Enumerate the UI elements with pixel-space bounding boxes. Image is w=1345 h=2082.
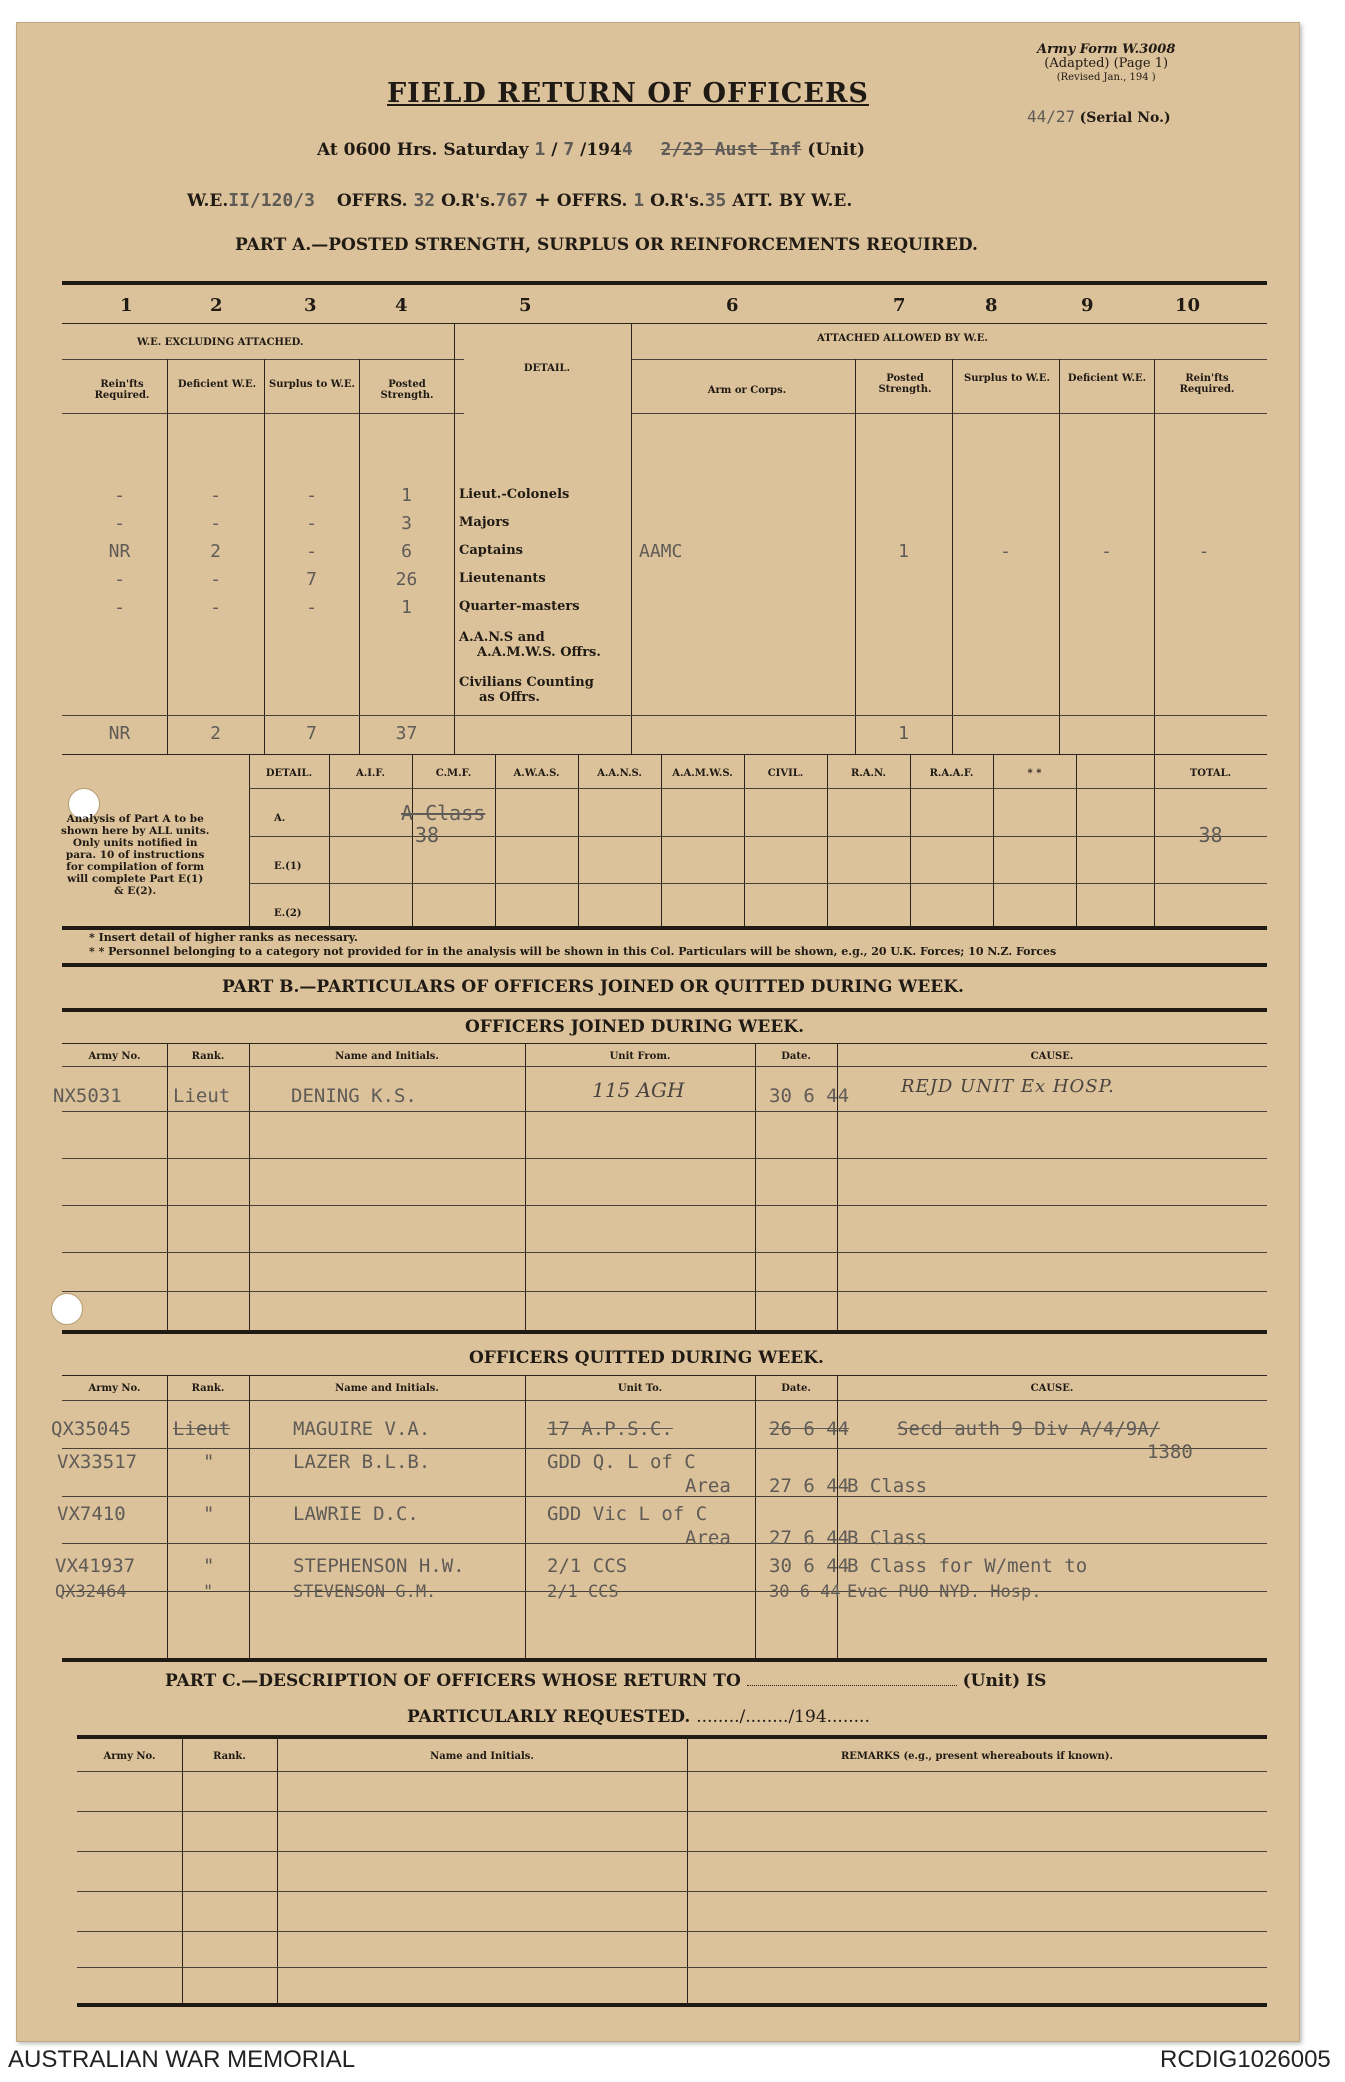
row3-c3: -	[306, 541, 317, 562]
col-number-4: 4	[395, 295, 408, 316]
quitted-row-rule-4	[62, 1591, 1267, 1592]
footnote-2: * * Personnel belonging to a category not provided for in the analysis will be shown in this Col. Particulars will be shown, e.g., 20 U.K. Forces; 10 N.Z. Forces	[89, 945, 1057, 958]
ors-label: O.R's.	[441, 191, 496, 211]
detail-row-4: Lieutenants	[459, 571, 546, 586]
analysis-head-cmf: C.M.F.	[435, 768, 472, 779]
analysis-v10	[1076, 754, 1077, 926]
part-c-date-blank: ......../......../194........	[696, 1707, 870, 1727]
quitted-row3-unit: GDD Vic L of C	[547, 1503, 708, 1525]
row5-c4: 1	[401, 597, 412, 618]
quitted-row5-cause: Evac PUO NYD. Hosp.	[847, 1582, 1042, 1602]
quitted-row5-name: STEVENSON G.M.	[293, 1582, 437, 1602]
row5-c3: -	[306, 597, 317, 618]
part-c-v1	[182, 1735, 183, 2003]
analysis-v7	[827, 754, 828, 926]
head-surplus2: Surplus to W.E.	[964, 373, 1050, 384]
joined-row-rule-1	[62, 1111, 1267, 1112]
analysis-note-line-2: shown here by ALL units.	[61, 825, 210, 837]
vline-a5	[631, 323, 632, 754]
part-c-unit-label: (Unit) IS	[962, 1671, 1047, 1691]
attached-deficient: -	[1101, 541, 1112, 562]
part-c-row-rule-4	[77, 1931, 1267, 1932]
part-c-title-line1	[165, 1671, 1046, 1691]
subhead-rule-right	[631, 413, 1267, 414]
row2-c3: -	[306, 513, 317, 534]
joined-v3	[525, 1043, 526, 1330]
offrs2-label: OFFRS.	[556, 191, 628, 211]
part-a-title: PART A.—POSTED STRENGTH, SURPLUS OR REINFORCEMENTS REQUIRED.	[235, 235, 978, 255]
analysis-head-aamws: A.A.M.W.S.	[672, 768, 733, 779]
quitted-title-rule	[62, 1375, 1267, 1376]
totals-rule	[62, 715, 1267, 716]
analysis-v5	[661, 754, 662, 926]
part-a-colnum-rule	[62, 323, 1267, 324]
joined-row-date: 30 6 44	[769, 1085, 850, 1107]
part-b-title: PART B.—PARTICULARS OF OFFICERS JOINED OR QUITTED DURING WEEK.	[222, 977, 964, 997]
analysis-rule-2	[249, 836, 1267, 837]
offrs2-value: 1	[633, 190, 645, 211]
joined-v4	[755, 1043, 756, 1330]
quitted-row4-rank: "	[203, 1555, 215, 1577]
part-c-title-line2	[407, 1707, 870, 1727]
page-title: FIELD RETURN OF OFFICERS	[387, 78, 869, 109]
quitted-v4	[755, 1375, 756, 1658]
quitted-head-unit: Unit To.	[617, 1383, 663, 1394]
footnote-1: * Insert detail of higher ranks as necessary.	[89, 931, 358, 944]
form-ref-line2: (Adapted) (Page 1)	[1044, 56, 1169, 71]
subhead-rule-left	[62, 413, 464, 414]
quitted-head-name: Name and Initials.	[335, 1383, 439, 1394]
analysis-head-awas: A.W.A.S.	[513, 768, 560, 779]
analysis-head-raaf: R.A.A.F.	[929, 768, 974, 779]
quitted-row3-rank: "	[203, 1503, 215, 1525]
attached-arm: AAMC	[639, 541, 683, 562]
quitted-row2-cause: B Class	[847, 1475, 928, 1497]
form-ref-line1: Army Form W.3008	[1037, 42, 1176, 57]
quitted-head-rank: Rank.	[191, 1383, 225, 1394]
quitted-head-cause: CAUSE.	[1030, 1383, 1074, 1394]
part-c-v3	[687, 1735, 688, 2003]
row5-c2: -	[210, 597, 221, 618]
year-digit: 4	[621, 139, 633, 160]
head-detail: DETAIL.	[523, 363, 571, 374]
quitted-head-armyno: Army No.	[88, 1383, 141, 1394]
joined-head-name: Name and Initials.	[335, 1051, 439, 1062]
group-header-rule-left	[62, 359, 464, 360]
we-excluding-header: W.E. EXCLUDING ATTACHED.	[137, 337, 304, 348]
head-posted2: Posted Strength.	[878, 373, 932, 395]
part-c-v2	[277, 1735, 278, 2003]
detail-civil-1: Civilians Counting	[459, 675, 594, 690]
row3-c1: NR	[108, 541, 131, 562]
analysis-v6	[744, 754, 745, 926]
quitted-head-date: Date.	[781, 1383, 811, 1394]
row3-c4: 6	[401, 541, 412, 562]
analysis-aif-value: 38	[415, 823, 440, 847]
quitted-row-rule-2	[62, 1496, 1267, 1497]
analysis-note-line-3: Only units notified in	[72, 837, 198, 849]
row2-c2: -	[210, 513, 221, 534]
quitted-row2-name: LAZER B.L.B.	[293, 1451, 431, 1473]
row4-c4: 26	[395, 569, 418, 590]
form-ref-line3: (Revised Jan., 194 )	[1056, 72, 1156, 83]
part-c-head-armyno: Army No.	[103, 1751, 156, 1762]
quitted-head-rule	[62, 1400, 1267, 1401]
analysis-note-line-7: & E(2).	[114, 885, 157, 897]
joined-row-rank: Lieut	[173, 1085, 231, 1107]
part-c-title2: PARTICULARLY REQUESTED.	[407, 1707, 691, 1727]
form-sheet	[16, 22, 1300, 2042]
year-prefix: /194	[580, 140, 622, 160]
quitted-row5-rank: "	[203, 1582, 214, 1602]
joined-row-rule-2	[62, 1158, 1267, 1159]
quitted-row2-rank: "	[203, 1451, 215, 1473]
analysis-head-total: TOTAL.	[1189, 768, 1232, 779]
form-reference	[1037, 43, 1175, 85]
we-value: II/120/3	[228, 190, 315, 211]
row1-c2: -	[210, 485, 221, 506]
day-value: 1	[534, 139, 546, 160]
quitted-row-rule-1	[62, 1448, 1267, 1449]
joined-row-rule-4	[62, 1252, 1267, 1253]
joined-v2	[249, 1043, 250, 1330]
analysis-v8	[910, 754, 911, 926]
ors-value: 767	[495, 190, 529, 211]
quitted-row2-unit2: Area	[685, 1475, 731, 1497]
analysis-head-aans: A.A.N.S.	[597, 768, 642, 779]
analysis-bottom-rule	[62, 926, 1267, 930]
analysis-v4	[578, 754, 579, 926]
joined-title: OFFICERS JOINED DURING WEEK.	[465, 1017, 804, 1037]
analysis-head-detail: DETAIL.	[265, 768, 313, 779]
analysis-head-other: * *	[1027, 768, 1042, 779]
quitted-title: OFFICERS QUITTED DURING WEEK.	[469, 1348, 824, 1368]
joined-row-cause: REJD UNIT Ex HOSP.	[901, 1076, 1115, 1097]
quitted-row5-unit: 2/1 CCS	[547, 1582, 619, 1602]
col-number-3: 3	[304, 295, 317, 316]
analysis-head-civil: CIVIL.	[767, 768, 804, 779]
att-label: ATT. BY W.E.	[732, 191, 853, 211]
serial-label: (Serial No.)	[1079, 110, 1171, 126]
row2-c4: 3	[401, 513, 412, 534]
quitted-v3	[525, 1375, 526, 1658]
analysis-v9	[993, 754, 994, 926]
head-arm: Arm or Corps.	[707, 385, 787, 396]
detail-row-2: Majors	[459, 515, 510, 530]
analysis-v1	[329, 754, 330, 926]
joined-head-armyno: Army No.	[88, 1051, 141, 1062]
analysis-v0	[249, 754, 250, 926]
part-c-unit-blank	[747, 1685, 957, 1686]
quitted-row2-unit: GDD Q. L of C	[547, 1451, 696, 1473]
ors2-label: O.R's.	[650, 191, 705, 211]
part-c-row-rule-5	[77, 1967, 1267, 1968]
row2-c1: -	[114, 513, 125, 534]
analysis-note-line-6: will complete Part E(1)	[67, 873, 204, 885]
head-deficient2: Deficient W.E.	[1067, 373, 1147, 384]
quitted-row1-cause2: 1380	[1147, 1441, 1193, 1463]
part-a-bottom-rule	[62, 754, 1267, 755]
serial-number	[1027, 107, 1171, 126]
joined-bottom-rule	[62, 1330, 1267, 1334]
analysis-v2	[412, 754, 413, 926]
joined-row-armyno: NX5031	[53, 1085, 122, 1107]
serial-value: 44/27	[1027, 107, 1076, 126]
quitted-row1-armyno: QX35045	[51, 1418, 132, 1440]
joined-head-rule	[62, 1066, 1267, 1067]
joined-v1	[167, 1043, 168, 1330]
quitted-row1-unit: 17 A.P.S.C.	[547, 1418, 673, 1440]
quitted-row4-date: 30 6 44	[769, 1555, 850, 1577]
col-number-10: 10	[1175, 295, 1201, 316]
row3-c2: 2	[210, 541, 221, 562]
offrs-value: 32	[413, 190, 436, 211]
part-c-head-rank: Rank.	[213, 1751, 246, 1762]
quitted-row3-armyno: VX7410	[57, 1503, 126, 1525]
joined-head-cause: CAUSE.	[1030, 1051, 1074, 1062]
we-label: W.E.	[187, 191, 229, 211]
row4-c3: 7	[306, 569, 317, 590]
detail-row-3: Captains	[459, 543, 523, 558]
vline-a4	[454, 323, 455, 754]
analysis-rule-3	[249, 883, 1267, 884]
date-unit-line: At 0600 Hrs. Saturday 1 / 7 /1944 2/23 Aust Inf (Unit)	[317, 139, 866, 160]
analysis-class-text: A Class	[401, 801, 486, 825]
unit-value: 2/23 Aust Inf	[660, 139, 802, 160]
attached-header: ATTACHED ALLOWED BY W.E.	[817, 333, 988, 344]
joined-row-rule-3	[62, 1205, 1267, 1206]
quitted-row4-name: STEPHENSON H.W.	[293, 1555, 465, 1577]
row4-c1: -	[114, 569, 125, 590]
group-header-rule-right	[631, 359, 1267, 360]
col-number-5: 5	[519, 295, 532, 316]
total-c4: 37	[395, 723, 418, 744]
total-c2: 2	[210, 723, 221, 744]
analysis-note	[61, 813, 209, 897]
col-number-8: 8	[985, 295, 998, 316]
quitted-row5-date: 30 6 44	[769, 1582, 841, 1602]
part-c-row-rule-1	[77, 1811, 1267, 1812]
joined-row-unit: 115 AGH	[592, 1078, 685, 1102]
quitted-row1-cause: Secd auth 9 Div A/4/9A/	[897, 1418, 1161, 1440]
total-c7: 1	[898, 723, 909, 744]
quitted-v1	[167, 1375, 168, 1658]
joined-row-rule-5	[62, 1291, 1267, 1292]
quitted-row2-date: 27 6 44	[769, 1475, 850, 1497]
quitted-bottom-rule	[62, 1658, 1267, 1662]
joined-head-rank: Rank.	[191, 1051, 225, 1062]
quitted-row-rule-3	[62, 1543, 1267, 1544]
attached-surplus: -	[1000, 541, 1011, 562]
detail-civil-2: as Offrs.	[479, 690, 540, 705]
analysis-rule-1	[249, 788, 1267, 789]
part-c-row-rule-2	[77, 1851, 1267, 1852]
analysis-head-aif: A.I.F.	[356, 768, 385, 779]
footer-left: AUSTRALIAN WAR MEMORIAL	[8, 2046, 356, 2073]
col-number-6: 6	[726, 295, 739, 316]
month-value: 7	[563, 139, 575, 160]
part-c-title1: PART C.—DESCRIPTION OF OFFICERS WHOSE RETURN TO	[165, 1671, 741, 1691]
col-number-1: 1	[120, 295, 133, 316]
detail-row-1: Lieut.-Colonels	[459, 487, 570, 502]
attached-posted: 1	[898, 541, 909, 562]
joined-head-unit: Unit From.	[609, 1051, 671, 1062]
joined-row-name: DENING K.S.	[291, 1085, 417, 1107]
quitted-row3-date: 27 6 44	[769, 1527, 850, 1549]
quitted-row1-name: MAGUIRE V.A.	[293, 1418, 431, 1440]
quitted-row5-armyno: QX32464	[55, 1582, 127, 1602]
quitted-v2	[249, 1375, 250, 1658]
part-b-top-rule	[62, 1008, 1267, 1012]
detail-aans-2: A.A.M.W.S. Offrs.	[477, 645, 601, 660]
quitted-row2-armyno: VX33517	[57, 1451, 138, 1473]
row1-c3: -	[306, 485, 317, 506]
analysis-v3	[495, 754, 496, 926]
punch-hole-bottom	[51, 1293, 83, 1325]
we-strength-line	[187, 187, 852, 211]
joined-head-date: Date.	[781, 1051, 811, 1062]
analysis-note-line-4: para. 10 of instructions	[65, 849, 205, 861]
detail-row-5: Quarter-masters	[459, 599, 580, 614]
detail-aans-1: A.A.N.S and	[459, 630, 545, 645]
total-c1: NR	[108, 723, 131, 744]
quitted-row4-unit: 2/1 CCS	[547, 1555, 628, 1577]
row1-c4: 1	[401, 485, 412, 506]
total-c3: 7	[306, 723, 317, 744]
row1-c1: -	[114, 485, 125, 506]
head-reinfts: Rein'fts Required.	[94, 379, 150, 401]
head-reinfts2: Rein'fts Required.	[1179, 373, 1235, 395]
plus-sign: +	[534, 187, 551, 211]
ors2-value: 35	[704, 190, 727, 211]
analysis-total-value: 38	[1198, 823, 1223, 847]
notes-bottom-rule	[62, 963, 1267, 967]
row4-c2: -	[210, 569, 221, 590]
part-c-head-remarks: REMARKS (e.g., present whereabouts if known).	[840, 1751, 1114, 1762]
footer-right: RCDIG1026005	[1160, 2046, 1331, 2073]
head-deficient: Deficient W.E.	[177, 379, 257, 390]
part-c-head-rule	[77, 1771, 1267, 1772]
head-posted: Posted Strength.	[380, 379, 434, 401]
joined-title-rule	[62, 1043, 1267, 1044]
col-number-9: 9	[1081, 295, 1094, 316]
unit-label: (Unit)	[807, 140, 866, 160]
analysis-head-ran: R.A.N.	[850, 768, 886, 779]
analysis-note-line-1: Analysis of Part A to be	[66, 813, 204, 825]
time-prefix: At 0600 Hrs. Saturday	[317, 140, 529, 160]
quitted-row3-cause: B Class	[847, 1527, 928, 1549]
head-surplus: Surplus to W.E.	[269, 379, 355, 390]
quitted-row1-rank: Lieut	[173, 1418, 231, 1440]
analysis-note-line-5: for compilation of form	[66, 861, 205, 873]
analysis-row-e2: E.(2)	[274, 908, 302, 919]
part-a-top-rule	[62, 281, 1267, 285]
part-c-top-rule	[77, 1735, 1267, 1739]
quitted-row3-name: LAWRIE D.C.	[293, 1503, 419, 1525]
part-c-row-rule-3	[77, 1891, 1267, 1892]
attached-reinfts: -	[1198, 541, 1210, 562]
part-c-bottom-rule	[77, 2003, 1267, 2007]
quitted-row4-armyno: VX41937	[55, 1555, 136, 1577]
col-number-2: 2	[210, 295, 223, 316]
row5-c1: -	[114, 597, 125, 618]
analysis-row-a: A.	[274, 813, 286, 824]
quitted-row3-unit2: Area	[685, 1527, 731, 1549]
part-c-head-name: Name and Initials.	[430, 1751, 534, 1762]
quitted-row4-cause: B Class for W/ment to	[847, 1555, 1088, 1577]
analysis-row-e1: E.(1)	[274, 861, 302, 872]
col-number-7: 7	[893, 295, 906, 316]
offrs-label: OFFRS.	[336, 191, 408, 211]
quitted-row1-date: 26 6 44	[769, 1418, 850, 1440]
